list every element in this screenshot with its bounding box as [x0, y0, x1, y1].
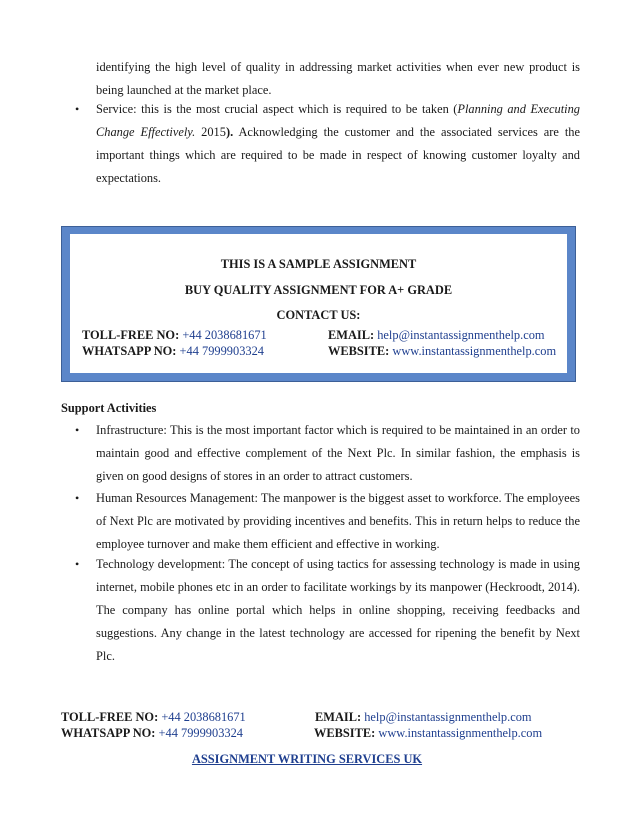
footer-email-link[interactable]: help@instantassignmenthelp.com — [364, 710, 532, 724]
toll-free-number[interactable]: +44 2038681671 — [182, 328, 267, 342]
promo-website — [328, 344, 556, 359]
footer-whatsapp-label: WHATSAPP NO: — [61, 726, 156, 740]
service-rest-text: Acknowledging the customer and the associated services are the important things which are required to be made in respect of knowing customer loyalty and expectations. — [96, 125, 580, 185]
citation-title: Planning and Executing Change Effectively. — [96, 102, 580, 139]
footer-website-label: WEBSITE: — [314, 726, 376, 740]
footer-website — [314, 726, 542, 741]
bullet-icon: • — [75, 102, 80, 116]
footer-email — [315, 710, 532, 725]
promo-email — [328, 328, 545, 343]
hr-management-paragraph: Human Resources Management: The manpower is the biggest asset to workforce. The employees of Next Plc are motivated by providing incentives and benefits. This in return helps to reduce the employee turnover and make them efficient and effective in working. — [96, 491, 580, 551]
promo-box — [61, 226, 576, 382]
citation-close: ). — [225, 125, 234, 139]
service-paragraph — [96, 98, 580, 190]
support-activities-heading: Support Activities — [61, 401, 157, 415]
bullet-icon: • — [75, 557, 80, 571]
bullet-icon: • — [75, 491, 80, 505]
footer-toll-free-number[interactable]: +44 2038681671 — [161, 710, 246, 724]
footer-email-label: EMAIL: — [315, 710, 362, 724]
infrastructure-paragraph: Infrastructure: This is the most important factor which is required to be maintained in an order to maintain good and effective complement of the Next Plc. In similar fashion, the emphasis is given on good designs of stores in an order to attract customers. — [96, 423, 580, 483]
whatsapp-number[interactable]: +44 7999903324 — [179, 344, 264, 358]
bullet-icon: • — [75, 423, 80, 437]
promo-box-inner — [70, 234, 567, 373]
technology-development-paragraph: Technology development: The concept of using tactics for assessing technology is made in using internet, mobile phones etc in an order to facilitate workings by its manpower (Heckroodt, 2014). The company has online portal which helps in online shopping, receiving feedbacks and suggestions. Any change in the latest technology are accessed for ripening the benefit by Next Plc. — [96, 557, 580, 663]
assignment-writing-services-link[interactable]: ASSIGNMENT WRITING SERVICES UK — [191, 752, 423, 766]
email-label: EMAIL: — [328, 328, 375, 342]
website-label: WEBSITE: — [328, 344, 390, 358]
promo-contact-heading: CONTACT US: — [276, 308, 361, 322]
services-link-row — [0, 752, 638, 767]
footer-toll-free — [61, 710, 246, 725]
promo-title: THIS IS A SAMPLE ASSIGNMENT — [220, 257, 417, 271]
website-link[interactable]: www.instantassignmenthelp.com — [392, 344, 557, 358]
footer-website-link[interactable]: www.instantassignmenthelp.com — [378, 726, 543, 740]
intro-continuation-text: identifying the high level of quality in addressing market activities when ever new product is being launched at the market place. — [96, 60, 580, 97]
promo-toll-free — [82, 328, 267, 343]
footer-whatsapp-number[interactable]: +44 7999903324 — [158, 726, 243, 740]
footer-toll-free-label: TOLL-FREE NO: — [61, 710, 159, 724]
citation-year: 2015 — [195, 125, 226, 139]
footer-whatsapp — [61, 726, 243, 741]
whatsapp-label: WHATSAPP NO: — [82, 344, 177, 358]
promo-subtitle: BUY QUALITY ASSIGNMENT FOR A+ GRADE — [184, 283, 453, 297]
email-link[interactable]: help@instantassignmenthelp.com — [377, 328, 545, 342]
service-lead-text: Service: this is the most crucial aspect which is required to be taken ( — [96, 102, 458, 116]
promo-whatsapp — [82, 344, 264, 359]
toll-free-label: TOLL-FREE NO: — [82, 328, 180, 342]
